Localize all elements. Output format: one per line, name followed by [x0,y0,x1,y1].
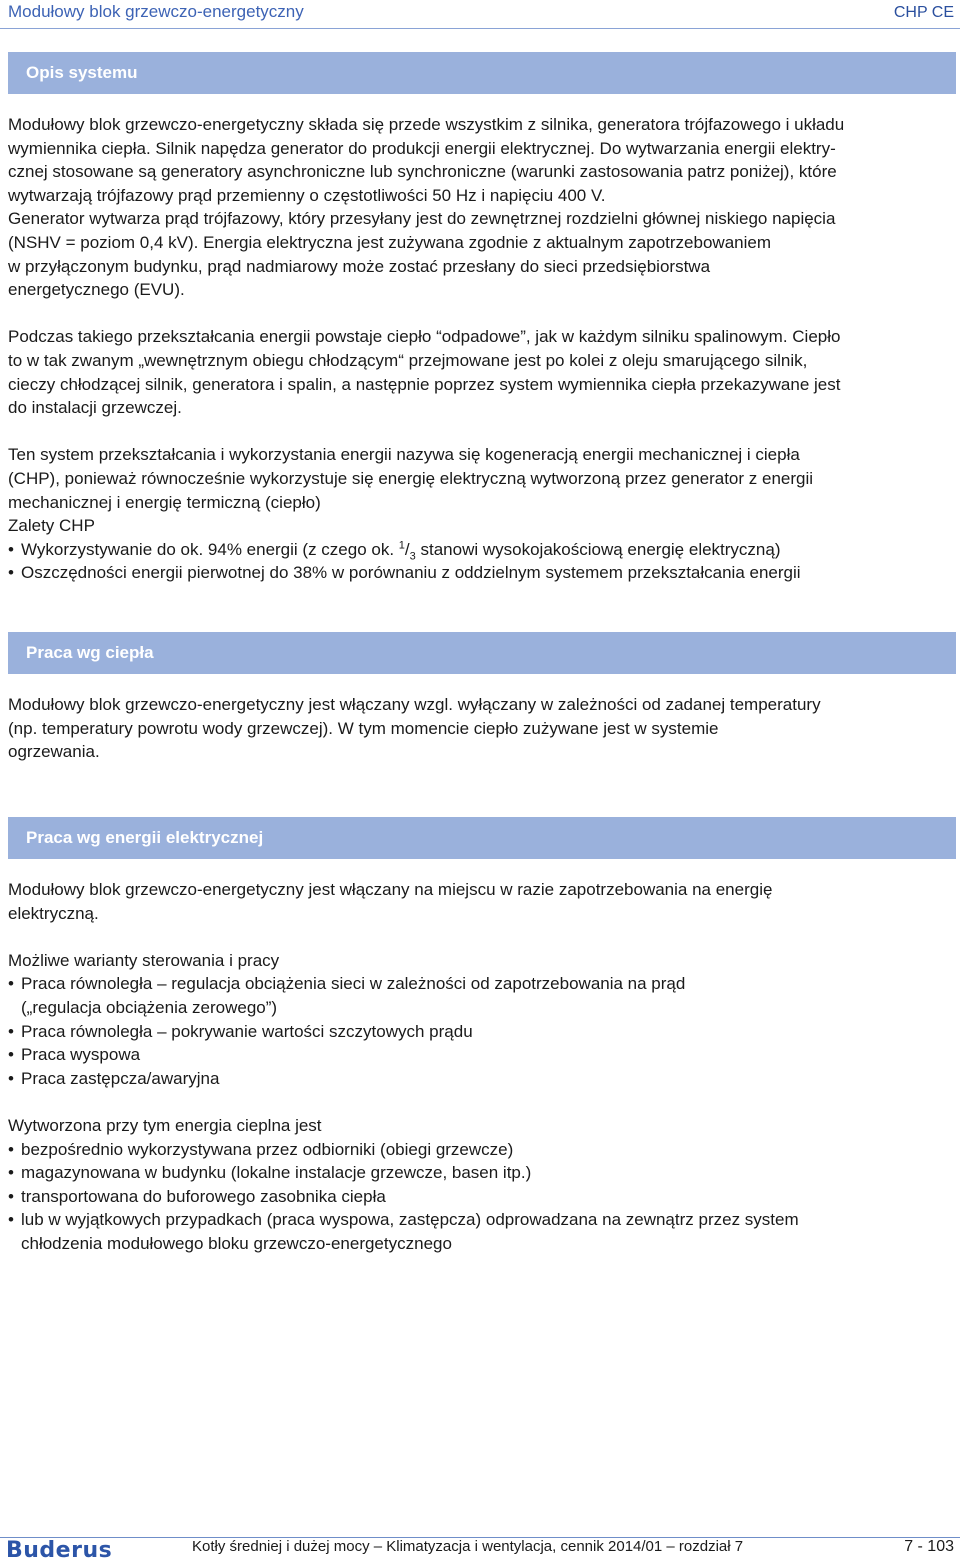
text-line: (np. temperatury powrotu wody grzewczej). W tym momencie ciepło zużywane jest w systemie [8,718,719,738]
text-line: ogrzewania. [8,742,100,762]
text-line: cznej stosowane są generatory asynchroniczne lub synchroniczne (warunki zastosowania patrz poniżej), które [8,162,837,182]
text-line: Podczas takiego przekształcania energii powstaje ciepło “odpadowe”, jak w każdym silniku spalinowym. Ciepło [8,327,841,347]
text-line: w przyłączonym budynku, prąd nadmiarowy może zostać przesłany do sieci przedsiębiorstwa [8,256,711,276]
text-line: Generator wytwarza prąd trójfazowy, który przesyłany jest do zewnętrznej rozdzielni głównej niskiego napięcia [8,209,836,229]
section-body-energia [8,878,956,1256]
section-title: Praca wg ciepła [26,643,154,662]
variants-label: Możliwe warianty sterowania i pracy [8,950,280,970]
buderus-logo: Buderus [6,1538,113,1563]
text-line: energetycznego (EVU). [8,280,185,300]
text-line: to w tak zwanym „wewnętrznym obiegu chłodzącym“ przejmowane jest po kolei z oleju smarującego silnik, [8,350,808,370]
page-number: 7 - 103 [904,1538,954,1555]
section-heading-opis [8,52,956,94]
list-item: • magazynowana w budynku (lokalne instalacje grzewcze, basen itp.) [8,1161,956,1185]
list-item: • Praca zastępcza/awaryjna [8,1067,956,1091]
list-item: • bezpośrednio wykorzystywana przez odbiorniki (obiegi grzewcze) [8,1138,956,1162]
section-title: Praca wg energii elektrycznej [26,828,264,847]
footer-caption: Kotły średniej i dużej mocy – Klimatyzacja i wentylacja, cennik 2014/01 – rozdział 7 [192,1538,744,1555]
list-item: • Praca równoległa – pokrywanie wartości szczytowych prądu [8,1020,956,1044]
text-line: (NSHV = poziom 0,4 kV). Energia elektryczna jest zużywana zgodnie z aktualnym zapotrzebowaniem [8,232,771,252]
section-heading-cieplo [8,632,956,674]
list-item: • Praca wyspowa [8,1043,956,1067]
advantages-label: Zalety CHP [8,516,95,536]
list-item: • Wykorzystywanie do ok. 94% energii (z czego ok. $^1/_3$ stanowi wysokojakościową energię elektryczną) [8,538,956,562]
text-line: (CHP), ponieważ równocześnie wykorzystuje się energię elektryczną wytworzoną przez generator z energii [8,468,814,488]
text-line: Modułowy blok grzewczo-energetyczny składa się przede wszystkim z silnika, generatora trójfazowego i układu [8,115,845,134]
text-line: cieczy chłodzącej silnik, generatora i spalin, a następnie poprzez system wymiennika ciepła przekazywane jest [8,374,841,394]
section-title: Opis systemu [26,63,138,82]
list-item: • lub w wyjątkowych przypadkach (praca wyspowa, zastępcza) odprowadzana na zewnątrz przez system chłodzenia modułowego bloku grzewczo-energetycznego [8,1208,956,1255]
list-item: • transportowana do buforowego zasobnika ciepła [8,1185,956,1209]
section-body-cieplo [8,693,956,764]
text-line: do instalacji grzewczej. [8,398,182,418]
list-item: • Praca równoległa – regulacja obciążenia sieci w zależności od zapotrzebowania na prąd („regulacja obciążenia zerowego”) [8,972,956,1019]
list-item: • Oszczędności energii pierwotnej do 38% w porównaniu z oddzielnym systemem przekształcania energii [8,561,956,585]
text-line: mechanicznej i energię termiczną (ciepło) [8,492,321,512]
section-heading-energia [8,817,956,859]
text-line: Modułowy blok grzewczo-energetyczny jest włączany na miejscu w razie zapotrzebowania na energię [8,880,773,899]
text-line: elektryczną. [8,903,99,923]
text-line: Modułowy blok grzewczo-energetyczny jest włączany wzgl. wyłączany w zależności od zadanej temperatury [8,695,821,714]
text-line: Ten system przekształcania i wykorzystania energii nazywa się kogeneracją energii mechanicznej i ciepła [8,445,800,465]
text-line: wytwarzają trójfazowy prąd przemienny o częstotliwości 50 Hz i napięciu 400 V. [8,185,606,205]
section-body-opis [8,113,956,585]
page-header [0,0,960,29]
document-title: Modułowy blok grzewczo-energetyczny [8,2,304,21]
document-code: CHP CE [893,4,954,21]
text-line: wymiennika ciepła. Silnik napędza generator do produkcji energii elektrycznej. Do wytwarzania energii elektry- [8,138,836,158]
heat-label: Wytworzona przy tym energia cieplna jest [8,1115,322,1135]
